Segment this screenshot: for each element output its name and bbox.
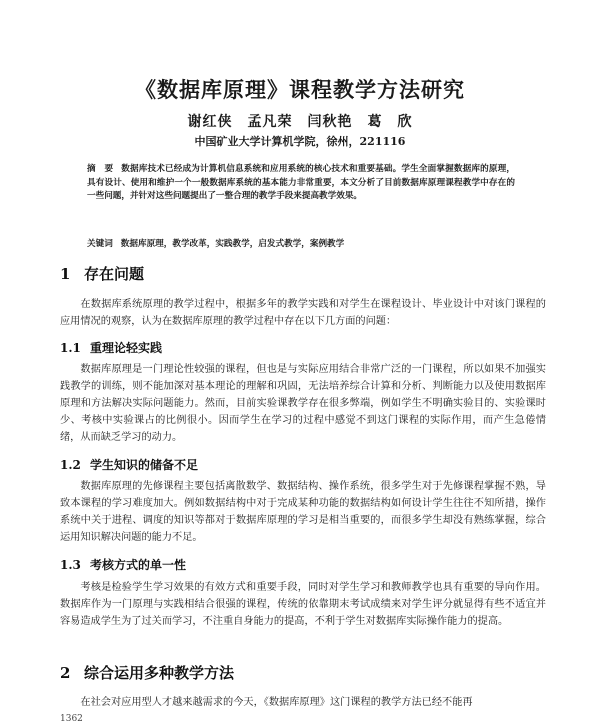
subsection-1-3-title: 考核方式的单一性 — [90, 558, 187, 572]
abstract-block — [87, 163, 515, 204]
subsection-1-2-heading — [60, 456, 198, 473]
section-1-heading — [60, 263, 144, 284]
section-1-number: 1 — [60, 265, 71, 283]
section-2-title: 综合运用多种教学方法 — [84, 664, 235, 682]
paper-authors: 谢红侠 孟凡荣 闫秋艳 葛 欣 — [187, 114, 413, 130]
section-2-number: 2 — [60, 664, 71, 682]
subsection-1-2-text: 数据库原理的先修课程主要包括离散数学、数据结构、操作系统，很多学生对于先修课程掌握不熟，导致本课程的学习难度加大。例如数据结构中对于完成某种功能的数据结构如何设计学生往往不知所措，操作系统中关于进程、调度的知识等都对于数据库原理的学习是相当重要的，而很多学生却没有熟练掌握，综合运用知识解决问题的能力不足。 — [60, 481, 546, 543]
keywords-text: 数据库原理，教学改革，实践教学，启发式教学，案例教学 — [120, 239, 345, 249]
subsection-1-1-heading — [60, 339, 162, 356]
abstract-label: 摘 要 — [87, 164, 114, 174]
paper-affiliation: 中国矿业大学计算机学院，徐州，221116 — [194, 135, 406, 148]
keywords-block — [87, 237, 515, 249]
page-number: 1362 — [60, 714, 83, 724]
section-2-intro: 在社会对应用型人才越来越需求的今天，《数据库原理》这门课程的教学方法已经不能再 — [80, 697, 473, 708]
paper-title: 《数据库原理》课程教学方法研究 — [135, 78, 465, 102]
subsection-1-3-heading — [60, 556, 186, 573]
section-1-title: 存在问题 — [84, 265, 145, 283]
subsection-1-3-number: 1.3 — [60, 558, 81, 572]
subsection-1-2-number: 1.2 — [60, 458, 81, 472]
subsection-1-2-title: 学生知识的储备不足 — [90, 458, 199, 472]
keywords-label: 关键词 — [87, 239, 113, 249]
section-2-heading — [60, 662, 234, 683]
subsection-1-1-text: 数据库原理是一门理论性较强的课程，但也是与实际应用结合非常广泛的一门课程，所以如果不加强实践教学的训练，则不能加深对基本理论的理解和巩固，无法培养综合计算和分析、判断能力以及使用数据库原理和方法解决实际问题能力。然而，目前实验课教学存在很多弊端，例如学生不明确实验目的、实验课时少、考核中实验课占的比例很小。因而学生在学习的过程中感觉不到这门课程的实际作用，而产生急倦情绪，从而缺乏学习的动力。 — [60, 364, 546, 443]
subsection-1-3-text: 考核是检验学生学习效果的有效方式和重要手段，同时对学生学习和教师教学也具有重要的导向作用。数据库作为一门原理与实践相结合很强的课程，传统的依靠期末考试成绩来对学生评分就显得有些不适宜并容易造成学生为了过关而学习，不注重自身能力的提高，不利于学生对数据库实际操作能力的提高。 — [60, 582, 546, 627]
abstract-text: 数据库技术已经成为计算机信息系统和应用系统的核心技术和重要基础。学生全面掌握数据库的原理，具有设计、使用和维护一个一般数据库系统的基本能力非常重要，本文分析了目前数据库原理课程教学中存在的一些问题，并针对这些问题提出了一整合理的教学手段来提高教学效果。 — [87, 164, 515, 201]
subsection-1-1-title: 重理论轻实践 — [90, 341, 163, 355]
subsection-1-1-number: 1.1 — [60, 341, 81, 355]
section-1-intro: 在数据库系统原理的教学过程中，根据多年的教学实践和对学生在课程设计、毕业设计中对该门课程的应用情况的观察，认为在数据库原理的教学过程中存在以下几方面的问题： — [60, 299, 546, 327]
